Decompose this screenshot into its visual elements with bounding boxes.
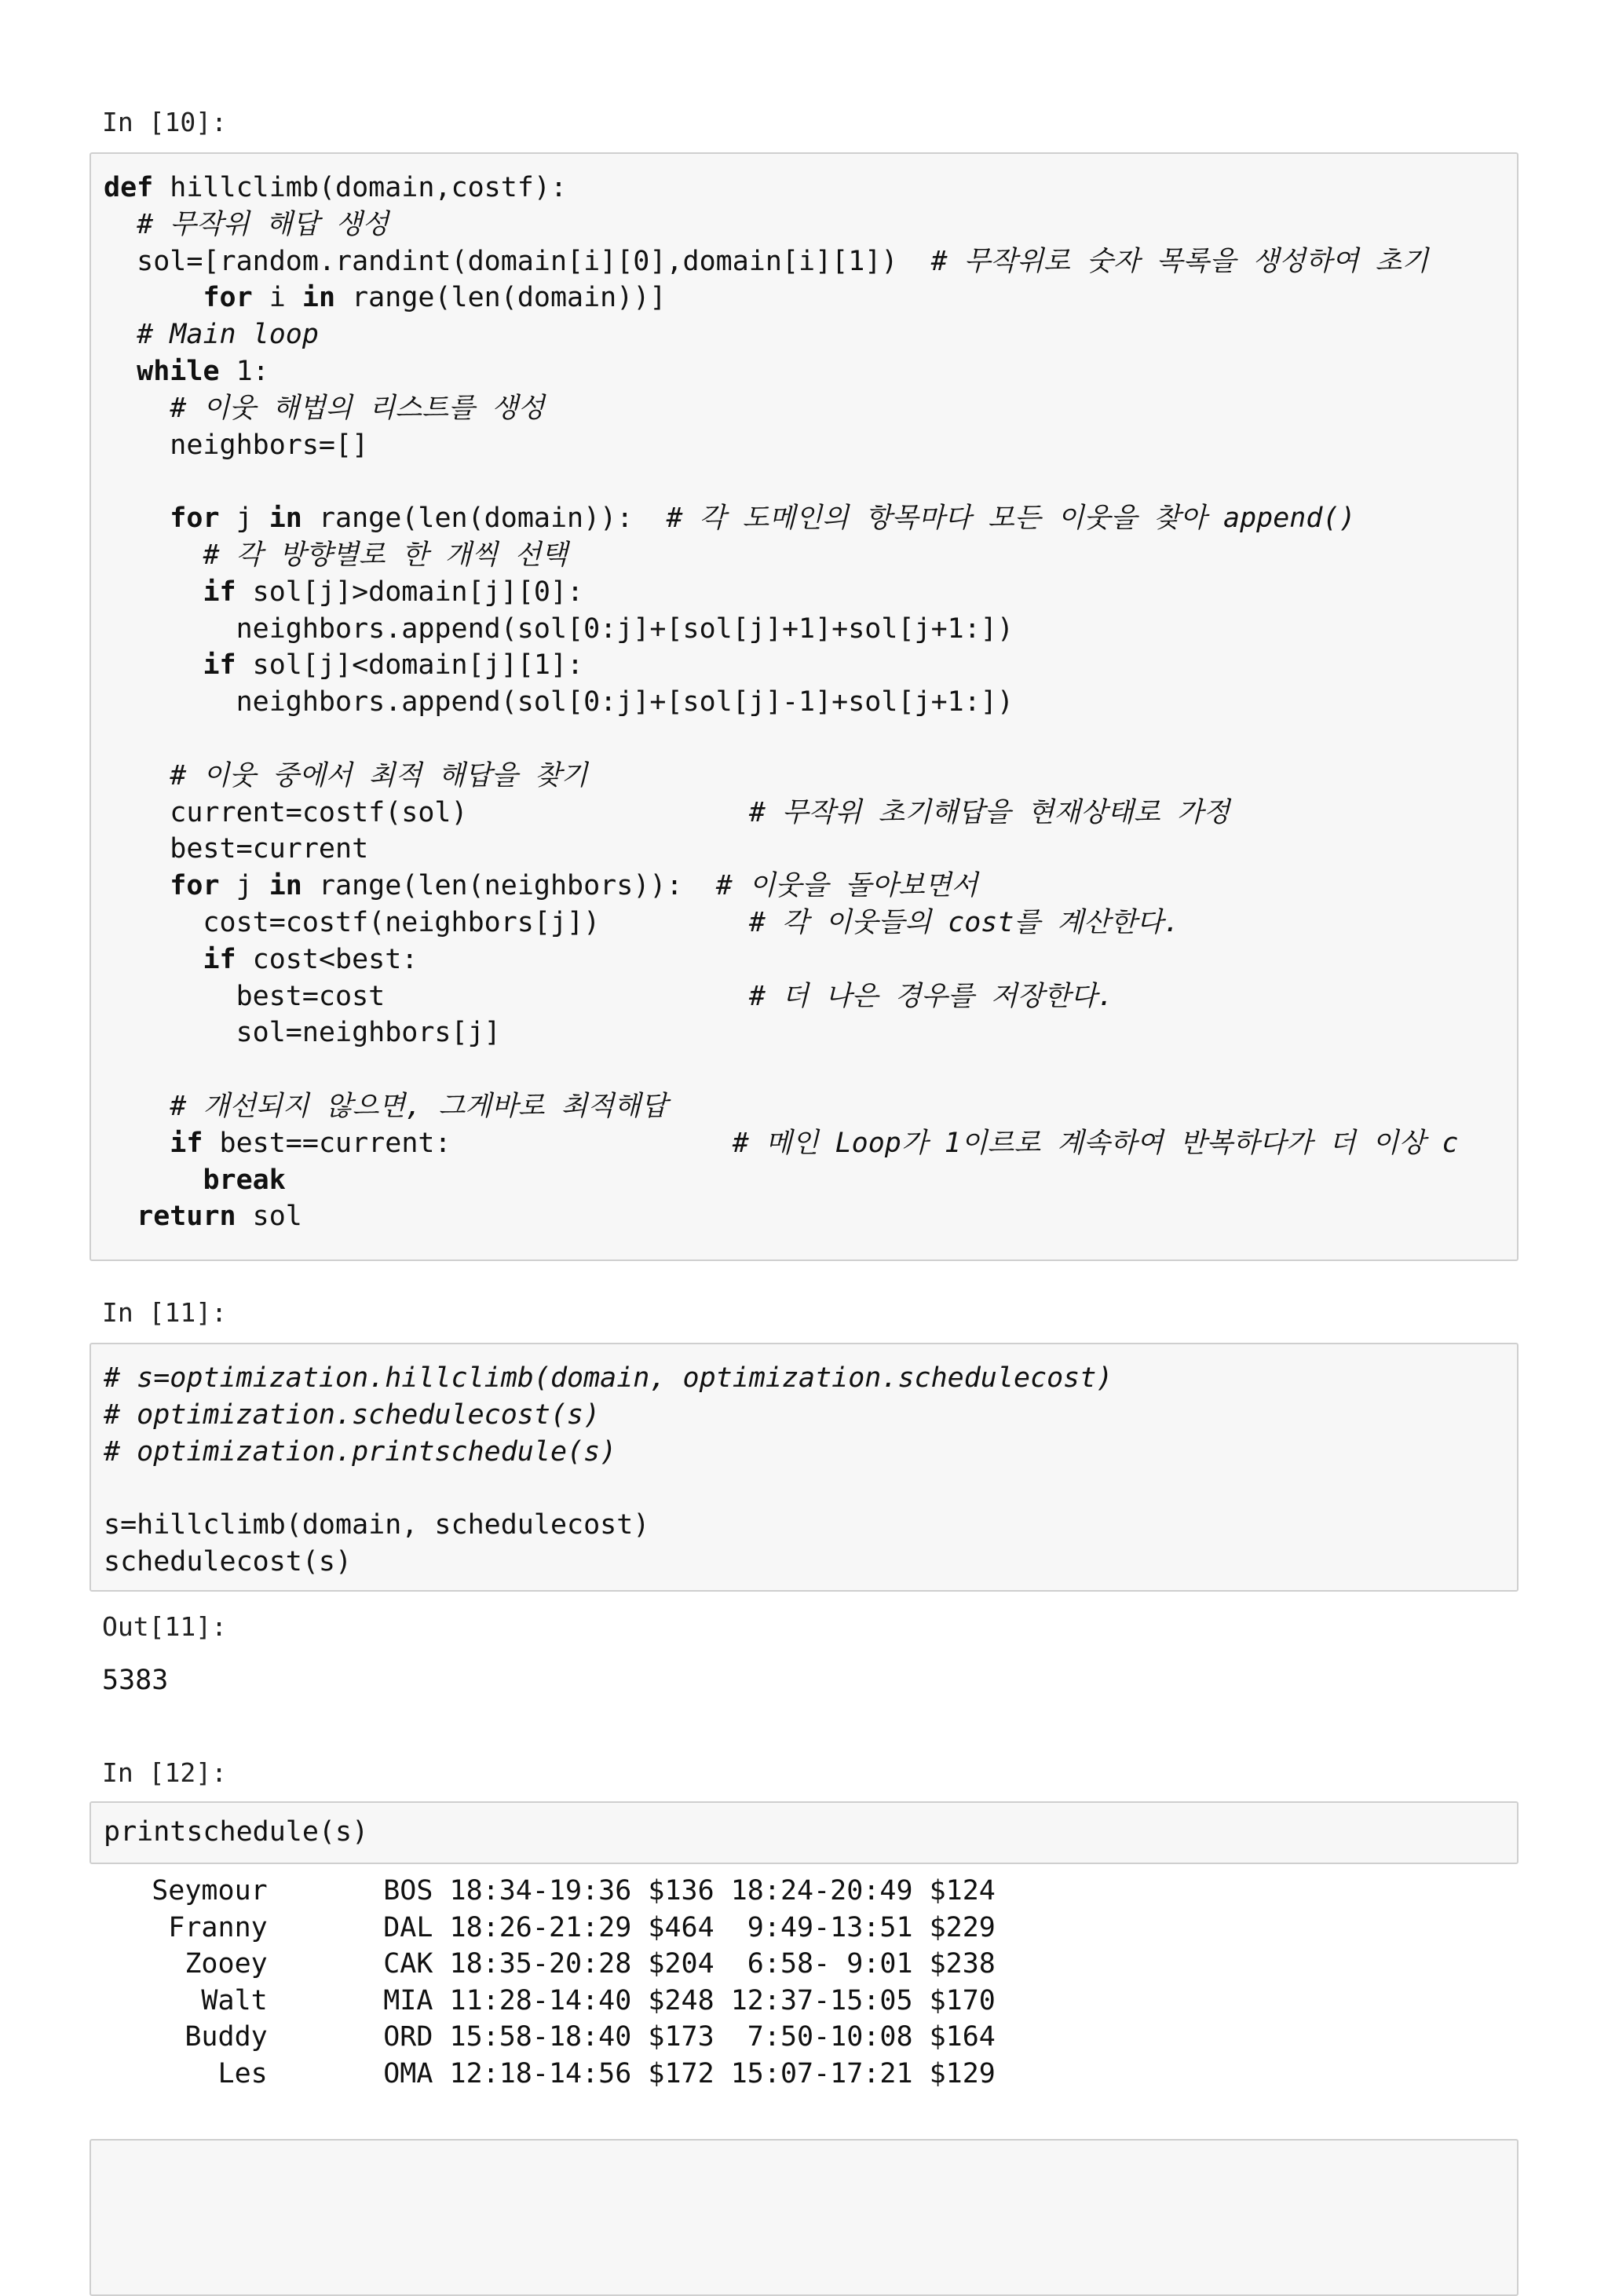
code-text	[104, 760, 170, 792]
code-text: best=current	[104, 833, 369, 865]
code-comment: # 무작위로 숫자 목록을 생성하여 초기	[930, 245, 1429, 277]
code-text: sol=[random.randint(domain[i][0],domain[i][1])	[104, 245, 931, 277]
code-keyword: in	[269, 870, 302, 902]
code-comment: # 각 도메인의 항목마다 모든 이웃을 찾아 append()	[666, 503, 1356, 535]
code-text: best==current:	[203, 1127, 733, 1159]
code-keyword: if	[203, 576, 236, 608]
code-line	[104, 209, 389, 240]
code-comment: # 각 방향별로 한 개씩 선택	[203, 539, 568, 571]
code-keyword: if	[203, 943, 236, 975]
code-text: sol[j]<domain[j][1]:	[236, 649, 584, 682]
code-line	[104, 1546, 352, 1578]
schedule-row: Zooey CAK 18:35-20:28 $204 6:58- 9:01 $238	[102, 1948, 996, 1980]
code-keyword: if	[170, 1127, 203, 1159]
code-text: cost<best:	[236, 943, 418, 975]
code-text: schedulecost(s)	[104, 1545, 353, 1578]
code-line	[104, 1017, 501, 1048]
code-line	[104, 797, 1230, 828]
code-text: sol	[236, 1201, 302, 1233]
code-comment: # optimization.schedulecost(s)	[104, 1398, 601, 1431]
code-text	[104, 944, 203, 975]
code-line	[104, 319, 319, 350]
code-comment: # Main loop	[137, 319, 319, 351]
code-text: i	[252, 282, 302, 314]
code-line	[104, 282, 666, 313]
code-text: 1:	[219, 355, 269, 387]
code-text: best=cost	[104, 980, 749, 1012]
code-text	[104, 1128, 170, 1159]
code-line	[104, 1436, 616, 1468]
code-text: neighbors=[]	[104, 429, 369, 461]
code-line	[104, 1362, 1113, 1394]
code-editor[interactable]	[91, 154, 1517, 1235]
code-text	[104, 319, 137, 350]
code-keyword: for	[170, 870, 220, 902]
code-line	[104, 907, 1180, 938]
code-text	[104, 870, 170, 901]
code-editor[interactable]	[91, 1803, 1517, 1851]
cell-prompt-in-11: In [11]:	[102, 1297, 227, 1328]
code-line	[104, 649, 583, 681]
code-keyword: if	[203, 649, 236, 682]
code-text: current=costf(sol)	[104, 796, 749, 828]
code-keyword: def	[104, 172, 154, 203]
code-text: sol=neighbors[j]	[104, 1017, 501, 1049]
code-line	[104, 760, 587, 792]
code-comment: # 이웃 해법의 리스트를 생성	[170, 392, 545, 424]
code-keyword: for	[203, 282, 253, 314]
code-comment: # 더 나은 경우를 저장한다.	[748, 980, 1114, 1012]
cell-prompt-in-10: In [10]:	[102, 107, 227, 137]
code-comment: # 무작위 초기해답을 현재상태로 가정	[748, 796, 1230, 828]
code-line	[104, 833, 368, 865]
code-text: range(len(domain))]	[335, 282, 667, 314]
schedule-row: Les OMA 12:18-14:56 $172 15:07-17:21 $129	[102, 2057, 996, 2089]
code-text: j	[219, 870, 269, 902]
code-comment: # 개선되지 않으면, 그게바로 최적해답	[170, 1090, 667, 1122]
code-keyword: while	[137, 355, 220, 387]
cell-prompt-in-12: In [12]:	[102, 1757, 227, 1788]
code-text	[104, 209, 137, 240]
code-cell-hillclimb[interactable]	[90, 152, 1518, 1261]
code-line	[104, 172, 567, 203]
code-line	[104, 1509, 649, 1541]
code-text: s=hillclimb(domain, schedulecost)	[104, 1509, 650, 1541]
code-line	[104, 1399, 600, 1431]
code-comment: # s=optimization.hillclimb(domain, optimization.schedulecost)	[104, 1362, 1113, 1394]
code-text: neighbors.append(sol[0:j]+[sol[j]+1]+sol[j+1:])	[104, 612, 1014, 645]
code-text	[104, 1091, 170, 1122]
code-comment: # 각 이웃들의 cost를 계산한다.	[748, 906, 1180, 938]
code-text: range(len(neighbors)):	[302, 870, 716, 902]
code-comment: # 메인 Loop가 1이르로 계속하여 반복하다가 더 이상 c	[732, 1127, 1459, 1159]
code-editor[interactable]	[91, 2141, 1517, 2156]
code-text	[104, 539, 203, 571]
code-line	[104, 539, 568, 571]
code-comment: # 이웃 중에서 최적 해답을 찾기	[170, 759, 588, 792]
code-line	[104, 356, 269, 387]
code-cell-printschedule[interactable]	[90, 1801, 1518, 1864]
code-text: printschedule(s)	[104, 1816, 369, 1848]
code-text: cost=costf(neighbors[j])	[104, 906, 749, 938]
schedule-row: Franny DAL 18:26-21:29 $464 9:49-13:51 $229	[102, 1911, 996, 1943]
code-line	[104, 246, 1428, 277]
code-text: range(len(domain)):	[302, 503, 667, 535]
code-text	[104, 1164, 203, 1196]
code-text: j	[219, 503, 269, 535]
code-keyword: return	[137, 1201, 236, 1233]
code-line	[104, 686, 1014, 718]
code-text	[104, 356, 137, 387]
code-cell-run-hillclimb[interactable]	[90, 1343, 1518, 1592]
code-line	[104, 1091, 667, 1122]
code-line	[104, 613, 1014, 645]
code-text: neighbors.append(sol[0:j]+[sol[j]-1]+sol[j+1:])	[104, 686, 1014, 718]
code-text	[104, 649, 203, 681]
code-text	[104, 503, 170, 534]
code-line	[104, 430, 368, 461]
code-text: sol[j]>domain[j][0]:	[236, 576, 584, 608]
code-line	[104, 944, 418, 975]
schedule-row: Seymour BOS 18:34-19:36 $136 18:24-20:49 $124	[102, 1875, 996, 1907]
output-value: 5383	[102, 1665, 169, 1696]
code-text	[104, 282, 203, 313]
code-editor[interactable]	[91, 1344, 1517, 1581]
code-comment: # optimization.printschedule(s)	[104, 1435, 617, 1468]
cell-prompt-out-11: Out[11]:	[102, 1611, 227, 1642]
code-cell-empty[interactable]	[90, 2139, 1518, 2296]
code-line	[104, 1816, 368, 1848]
code-comment: # 무작위 해답 생성	[137, 208, 389, 240]
code-text	[104, 393, 170, 424]
code-keyword: in	[302, 282, 336, 314]
schedule-row: Buddy ORD 15:58-18:40 $173 7:50-10:08 $164	[102, 2021, 996, 2053]
code-text	[104, 1201, 137, 1232]
code-line	[104, 393, 545, 424]
code-line	[104, 1164, 286, 1196]
code-line	[104, 503, 1356, 534]
code-line	[104, 981, 1113, 1012]
code-line	[104, 870, 978, 901]
code-text	[104, 576, 203, 608]
schedule-output	[102, 1873, 996, 2093]
code-line	[104, 576, 583, 608]
code-comment: # 이웃을 돌아보면서	[715, 870, 978, 902]
schedule-row: Walt MIA 11:28-14:40 $248 12:37-15:05 $170	[102, 1984, 996, 2016]
code-text: hillclimb(domain,costf):	[153, 172, 568, 203]
code-line	[104, 1201, 302, 1232]
code-keyword: for	[170, 503, 220, 535]
code-keyword: in	[269, 503, 302, 535]
code-line	[104, 1128, 1458, 1159]
code-keyword: break	[203, 1164, 286, 1196]
